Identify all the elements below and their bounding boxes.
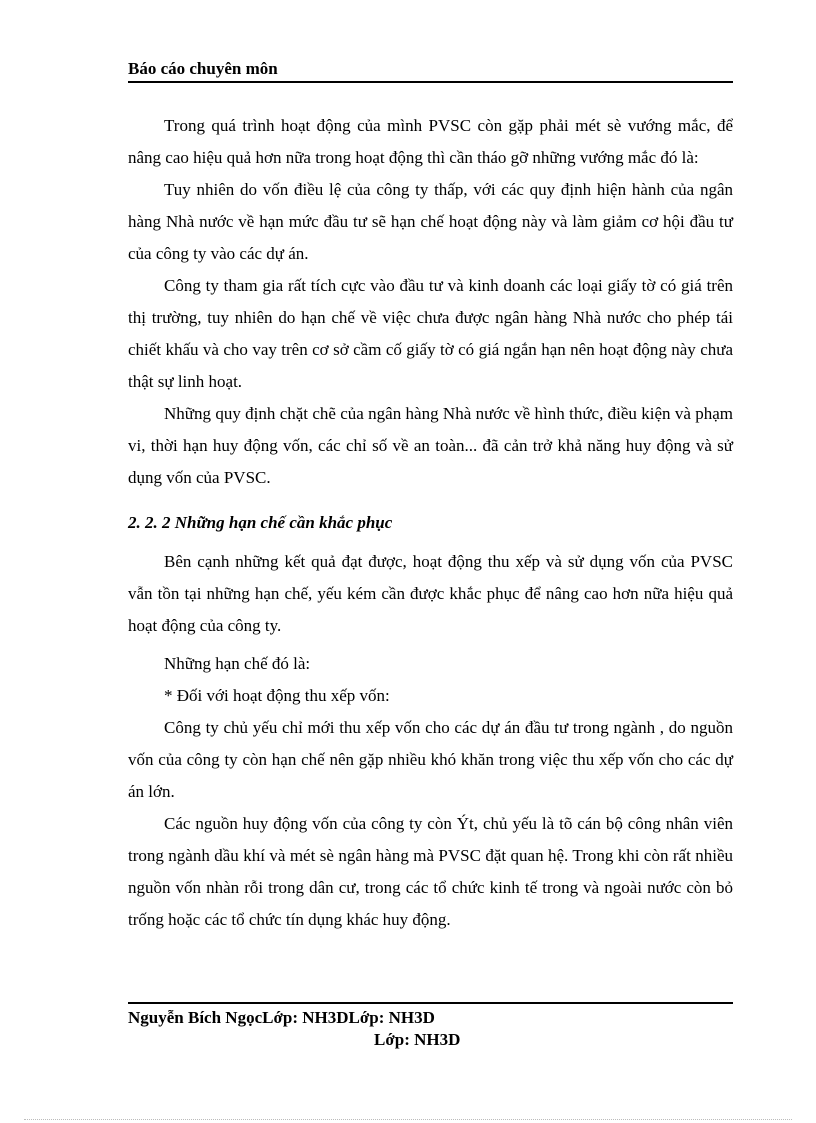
document-body bbox=[128, 110, 733, 936]
section-heading: 2. 2. 2 Những hạn chế cần khắc phục bbox=[128, 513, 393, 532]
paragraph: Trong quá trình hoạt động của mình PVSC còn gặp phải mét sè vướng mắc, để nâng cao hiệu quả hơn nữa trong hoạt động thì cần tháo gỡ những vướng mắc đó là: bbox=[128, 116, 733, 167]
paragraph: Công ty tham gia rất tích cực vào đầu tư và kinh doanh các loại giấy tờ có giá trên thị trường, tuy nhiên do hạn chế về việc chưa được ngân hàng Nhà nước cho phép tái chiết khấu và cho vay trên cơ sở cầm cố giấy tờ có giá ngắn hạn nên hoạt động này chưa thật sự linh hoạt. bbox=[128, 276, 733, 391]
paragraph: Những quy định chặt chẽ của ngân hàng Nhà nước về hình thức, điều kiện và phạm vi, thời hạn huy động vốn, các chỉ số về an toàn... đã cản trở khả năng huy động và sử dụng vốn của PVSC. bbox=[128, 404, 733, 487]
paragraph: * Đối với hoạt động thu xếp vốn: bbox=[164, 686, 390, 705]
footer-class-line: Lớp: NH3D bbox=[374, 1030, 461, 1049]
paragraph: Tuy nhiên do vốn điều lệ của công ty thấp, với các quy định hiện hành của ngân hàng Nhà nước về hạn mức đầu tư sẽ hạn chế hoạt động này và làm giảm cơ hội đầu tư của công ty vào các dự án. bbox=[128, 180, 733, 263]
page-bottom-divider bbox=[24, 1119, 792, 1120]
page-footer bbox=[128, 1007, 733, 1051]
paragraph: Các nguồn huy động vốn của công ty còn Ýt, chủ yếu là tõ cán bộ công nhân viên trong ngành dầu khí và mét sè ngân hàng mà PVSC đặt quan hệ. Trong khi còn rất nhiều nguồn vốn nhàn rỗi trong dân cư, trong các tổ chức kinh tế trong và ngoài nước còn bỏ trống hoặc các tổ chức tín dụng khác huy động. bbox=[128, 814, 733, 929]
paragraph: Công ty chủ yếu chỉ mới thu xếp vốn cho các dự án đầu tư trong ngành , do nguồn vốn của công ty còn hạn chế nên gặp nhiều khó khăn trong việc thu xếp vốn cho các dự án lớn. bbox=[128, 718, 733, 801]
page-header: Báo cáo chuyên môn bbox=[128, 59, 278, 78]
header-rule bbox=[128, 81, 733, 83]
paragraph: Những hạn chế đó là: bbox=[164, 654, 311, 673]
footer-rule bbox=[128, 1002, 733, 1004]
paragraph: Bên cạnh những kết quả đạt được, hoạt động thu xếp và sử dụng vốn của PVSC vẫn tồn tại những hạn chế, yếu kém cần được khắc phục để nâng cao hơn nữa hiệu quả hoạt động của công ty. bbox=[128, 552, 733, 635]
footer-author-line: Nguyễn Bích NgọcLớp: NH3DLớp: NH3D bbox=[128, 1008, 435, 1027]
